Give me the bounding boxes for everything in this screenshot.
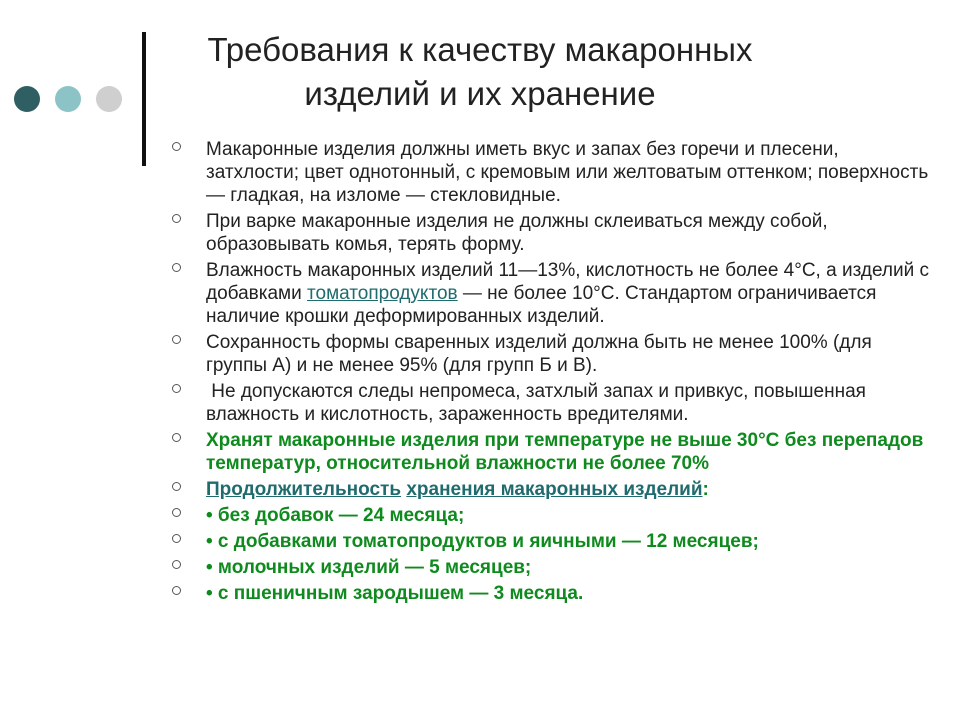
bullet-item: [172, 478, 932, 501]
bullet-text: Сохранность формы сваренных изделий должна быть не менее 100% (для группы А) и не менее 95% (для групп Б и В).: [206, 332, 872, 376]
bullet-text-shelf-life: • с пшеничным зародышем — 3 месяца.: [206, 583, 584, 604]
bullet-colon: :: [702, 479, 709, 500]
slide-title: [160, 28, 800, 116]
bullet-circle-icon: [172, 508, 181, 517]
bullet-text: Влажность макаронных изделий 11—13%, кислотность не более 4°С, а изделий с добавками: [206, 260, 929, 304]
bullet-item: [172, 429, 932, 475]
bullet-circle-icon: [172, 335, 181, 344]
bullet-item: [172, 259, 932, 328]
bullet-text: Макаронные изделия должны иметь вкус и запах без горечи и плесени, затхлости; цвет однотонный, с кремовым или желтоватым оттенком; поверхность — гладкая, на изломе — стекловидные.: [206, 139, 929, 206]
bullet-text-storage: Хранят макаронные изделия при температуре не выше 30°С без перепадов температур, относительной влажности не более 70%: [206, 430, 924, 474]
bullet-circle-icon: [172, 384, 181, 393]
decor-dot-dark: [14, 86, 40, 112]
bullet-item: [172, 210, 932, 256]
bullet-circle-icon: [172, 482, 181, 491]
bullet-item: [172, 138, 932, 207]
title-line-1: Требования к качеству макаронных: [207, 31, 753, 68]
bullet-circle-icon: [172, 560, 181, 569]
bullet-circle-icon: [172, 263, 181, 272]
bullet-list: [172, 138, 932, 608]
bullet-text-shelf-life: • молочных изделий — 5 месяцев;: [206, 557, 532, 578]
bullet-text: При варке макаронные изделия не должны склеиваться между собой, образовывать комья, терять форму.: [206, 211, 828, 255]
duration-link[interactable]: Продолжительность: [206, 479, 402, 500]
decor-dot-light: [55, 86, 81, 112]
bullet-circle-icon: [172, 534, 181, 543]
bullet-circle-icon: [172, 586, 181, 595]
bullet-text-shelf-life: • без добавок — 24 месяца;: [206, 505, 465, 526]
bullet-circle-icon: [172, 433, 181, 442]
bullet-item: [172, 331, 932, 377]
decor-dot-gray: [96, 86, 122, 112]
bullet-text: — не более 10°С. Стандартом ограничивается наличие крошки деформированных изделий.: [206, 283, 877, 327]
decor-vertical-bar: [142, 32, 146, 166]
bullet-item: [172, 380, 932, 426]
storage-link[interactable]: хранения макаронных изделий: [406, 479, 703, 500]
bullet-item: [172, 504, 932, 527]
bullet-text: Не допускаются следы непромеса, затхлый запах и привкус, повышенная влажность и кислотность, зараженность вредителями.: [206, 381, 872, 425]
title-line-2: изделий и их хранение: [304, 75, 656, 112]
bullet-circle-icon: [172, 214, 181, 223]
tomato-products-link[interactable]: томатопродуктов: [307, 283, 458, 304]
bullet-text-shelf-life: • с добавками томатопродуктов и яичными — 12 месяцев;: [206, 531, 759, 552]
bullet-item: [172, 556, 932, 579]
bullet-item: [172, 530, 932, 553]
bullet-circle-icon: [172, 142, 181, 151]
bullet-item: [172, 582, 932, 605]
